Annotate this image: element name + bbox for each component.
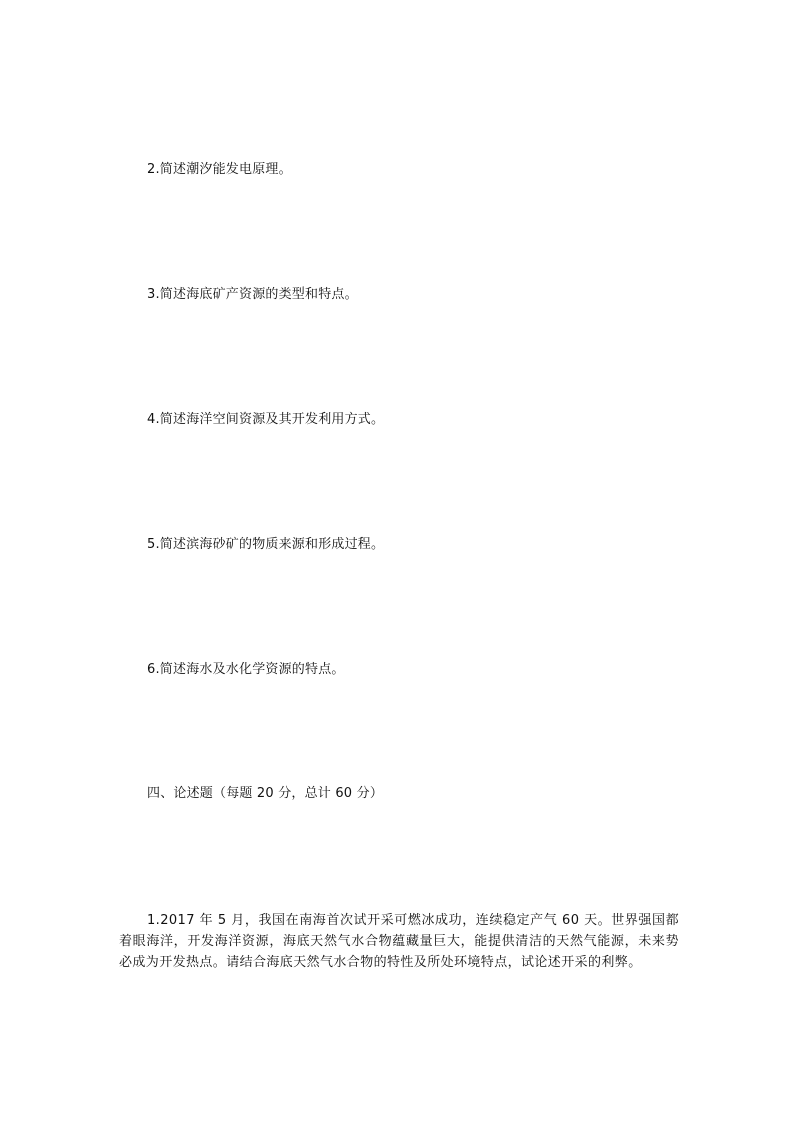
short-answer-question-6: 6.简述海水及水化学资源的特点。 xyxy=(147,662,345,677)
section-heading-essay: 四、论述题（每题 20 分，总计 60 分） xyxy=(147,786,384,801)
short-answer-question-4: 4.简述海洋空间资源及其开发利用方式。 xyxy=(147,412,385,427)
short-answer-question-2: 2.简述潮汐能发电原理。 xyxy=(147,162,292,177)
short-answer-question-3: 3.简述海底矿产资源的类型和特点。 xyxy=(147,287,358,302)
short-answer-question-5: 5.简述滨海砂矿的物质来源和形成过程。 xyxy=(147,537,385,552)
essay-question-1: 1.2017 年 5 月，我国在南海首次试开采可燃冰成功，连续稳定产气 60 天。世界强国都着眼海洋，开发海洋资源，海底天然气水合物蕴藏量巨大，能提供清洁的天然气能源，未来势必成为开发热点。请结合海底天然气水合物的特性及所处环境特点，试论述开采的利弊。 xyxy=(119,913,679,970)
